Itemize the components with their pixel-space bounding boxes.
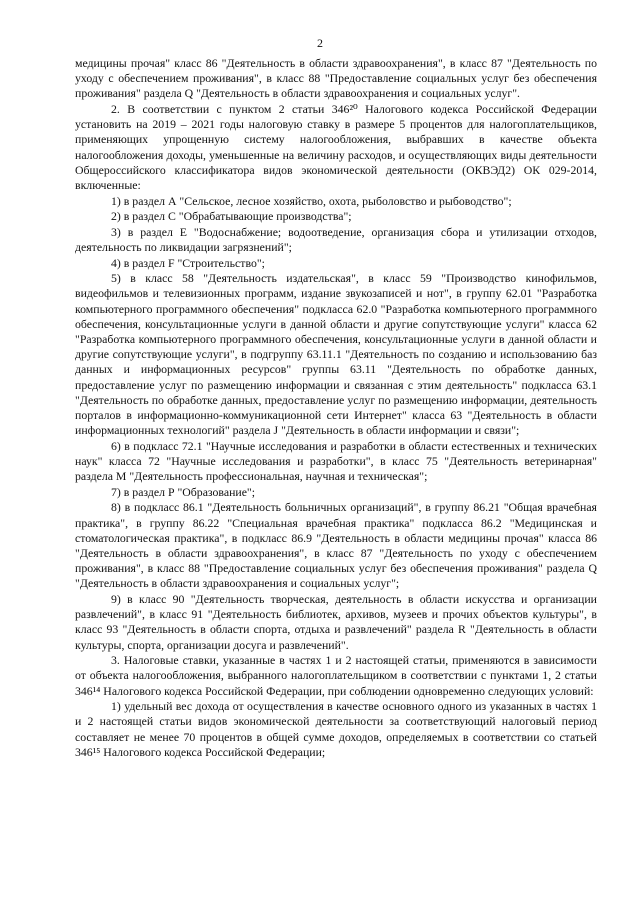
list-item-7: 7) в раздел Р "Образование"; bbox=[111, 484, 256, 499]
list-item-1: 1) в раздел А "Сельское, лесное хозяйство, охота, рыболовство и рыбоводство"; bbox=[111, 193, 512, 208]
list-item-3: 3) в раздел Е "Водоснабжение; водоотведение, организация сбора и утилизации отходов, деятельность по ликвидации загрязнений"; bbox=[75, 224, 597, 254]
list-item-2: 2) в раздел С "Обрабатывающие производства"; bbox=[111, 209, 352, 224]
paragraph-continuation: медицины прочая" класс 86 "Деятельность в области здравоохранения", в класс 87 "Деятельность по уходу с обеспечением проживания", в класс 88 "Предоставление социальных услуг без обеспечения проживания" раздела Q "Деятельность в области здравоохранения и социальных услуг". bbox=[75, 56, 597, 101]
page-number: 2 bbox=[317, 36, 323, 50]
list-item-9: 9) в класс 90 "Деятельность творческая, деятельность в области искусства и организации развлечений", в класс 91 "Деятельность библиотек, архивов, музеев и прочих объектов культуры", в класс 93 "Деятельность в области спорта, отдыха и развлечений" раздела R "Деятельность в области культуры, спорта, организации досуга и развлечений". bbox=[75, 592, 597, 652]
list-item-4: 4) в раздел F "Строительство"; bbox=[111, 255, 265, 270]
list-item-6: 6) в подкласс 72.1 "Научные исследования и разработки в области естественных и технических наук" класса 72 "Научные исследования и разработки", в класс 75 "Деятельность ветеринарная" раздела М "Деятельность профессиональная, научная и техническая"; bbox=[75, 438, 597, 484]
paragraph-part-3: 3. Налоговые ставки, указанные в частях 1 и 2 настоящей статьи, применяются в зависимости от объекта налогообложения, выбранного налогоплательщиком в соответствии с пунктами 1, 2 статьи 346¹⁴ Налогового кодекса Российской Федерации, при соблюдении одновременно следующих условий: bbox=[75, 653, 597, 698]
list-item-5: 5) в класс 58 "Деятельность издательская", в класс 59 "Производство кинофильмов, видеофильмов и телевизионных программ, издание звукозаписей и нот", в группу 62.01 "Разработка компьютерного программного обеспечения" подкласса 62.0 "Разработка компьютерного программного обеспечения, консультационные услуги в данной области и другие сопутствующие услуги" класса 62 "Разработка компьютерного программного обеспечения, консультационные услуги в данной области и другие сопутствующие услуги", в подгруппу 63.11.1 "Деятельность по созданию и использованию баз данных и информационных ресурсов" группы 63.11 "Деятельность по обработке данных, предоставление услуг по размещению информации и связанная с этим деятельность" подкласса 63.1 "Деятельность по обработке данных, предоставление услуг по размещению информации, деятельность порталов в информационно-коммуникационной сети Интернет" класса 63 "Деятельность в области информационных технологий" раздела J "Деятельность в области информации и связи"; bbox=[75, 271, 597, 438]
list-item-8: 8) в подкласс 86.1 "Деятельность больничных организаций", в группу 86.21 "Общая врачебная практика", в группу 86.22 "Специальная врачебная практика" подкласса 86.2 "Медицинская и стоматологическая практика", в подкласс 86.9 "Деятельность в области медицины прочая" класса 86 "Деятельность в области здравоохранения", в класс 87 "Деятельность по уходу с обеспечением проживания", в класс 88 "Предоставление социальных услуг без обеспечения проживания" раздела Q "Деятельность в области здравоохранения и социальных услуг"; bbox=[75, 500, 597, 591]
document-body bbox=[75, 56, 597, 760]
paragraph-part-2: 2. В соответствии с пунктом 2 статьи 346²⁰ Налогового кодекса Российской Федерации установить на 2019 – 2021 годы налоговую ставку в размере 5 процентов для налогоплательщиков, применяющих упрощенную систему налогообложения, выбравших в качестве объекта налогообложения доходы, уменьшенные на величину расходов, и осуществляющих виды деятельности Общероссийского классификатора видов экономической деятельности (ОКВЭД2) ОК 029-2014, включенные: bbox=[75, 102, 597, 193]
condition-item-1: 1) удельный вес дохода от осуществления в качестве основного одного из указанных в частях 1 и 2 настоящей статьи видов экономической деятельности за соответствующий налоговый период составляет не менее 70 процентов в общей сумме доходов, определяемых в соответствии со статьей 346¹⁵ Налогового кодекса Российской Федерации; bbox=[75, 699, 597, 759]
